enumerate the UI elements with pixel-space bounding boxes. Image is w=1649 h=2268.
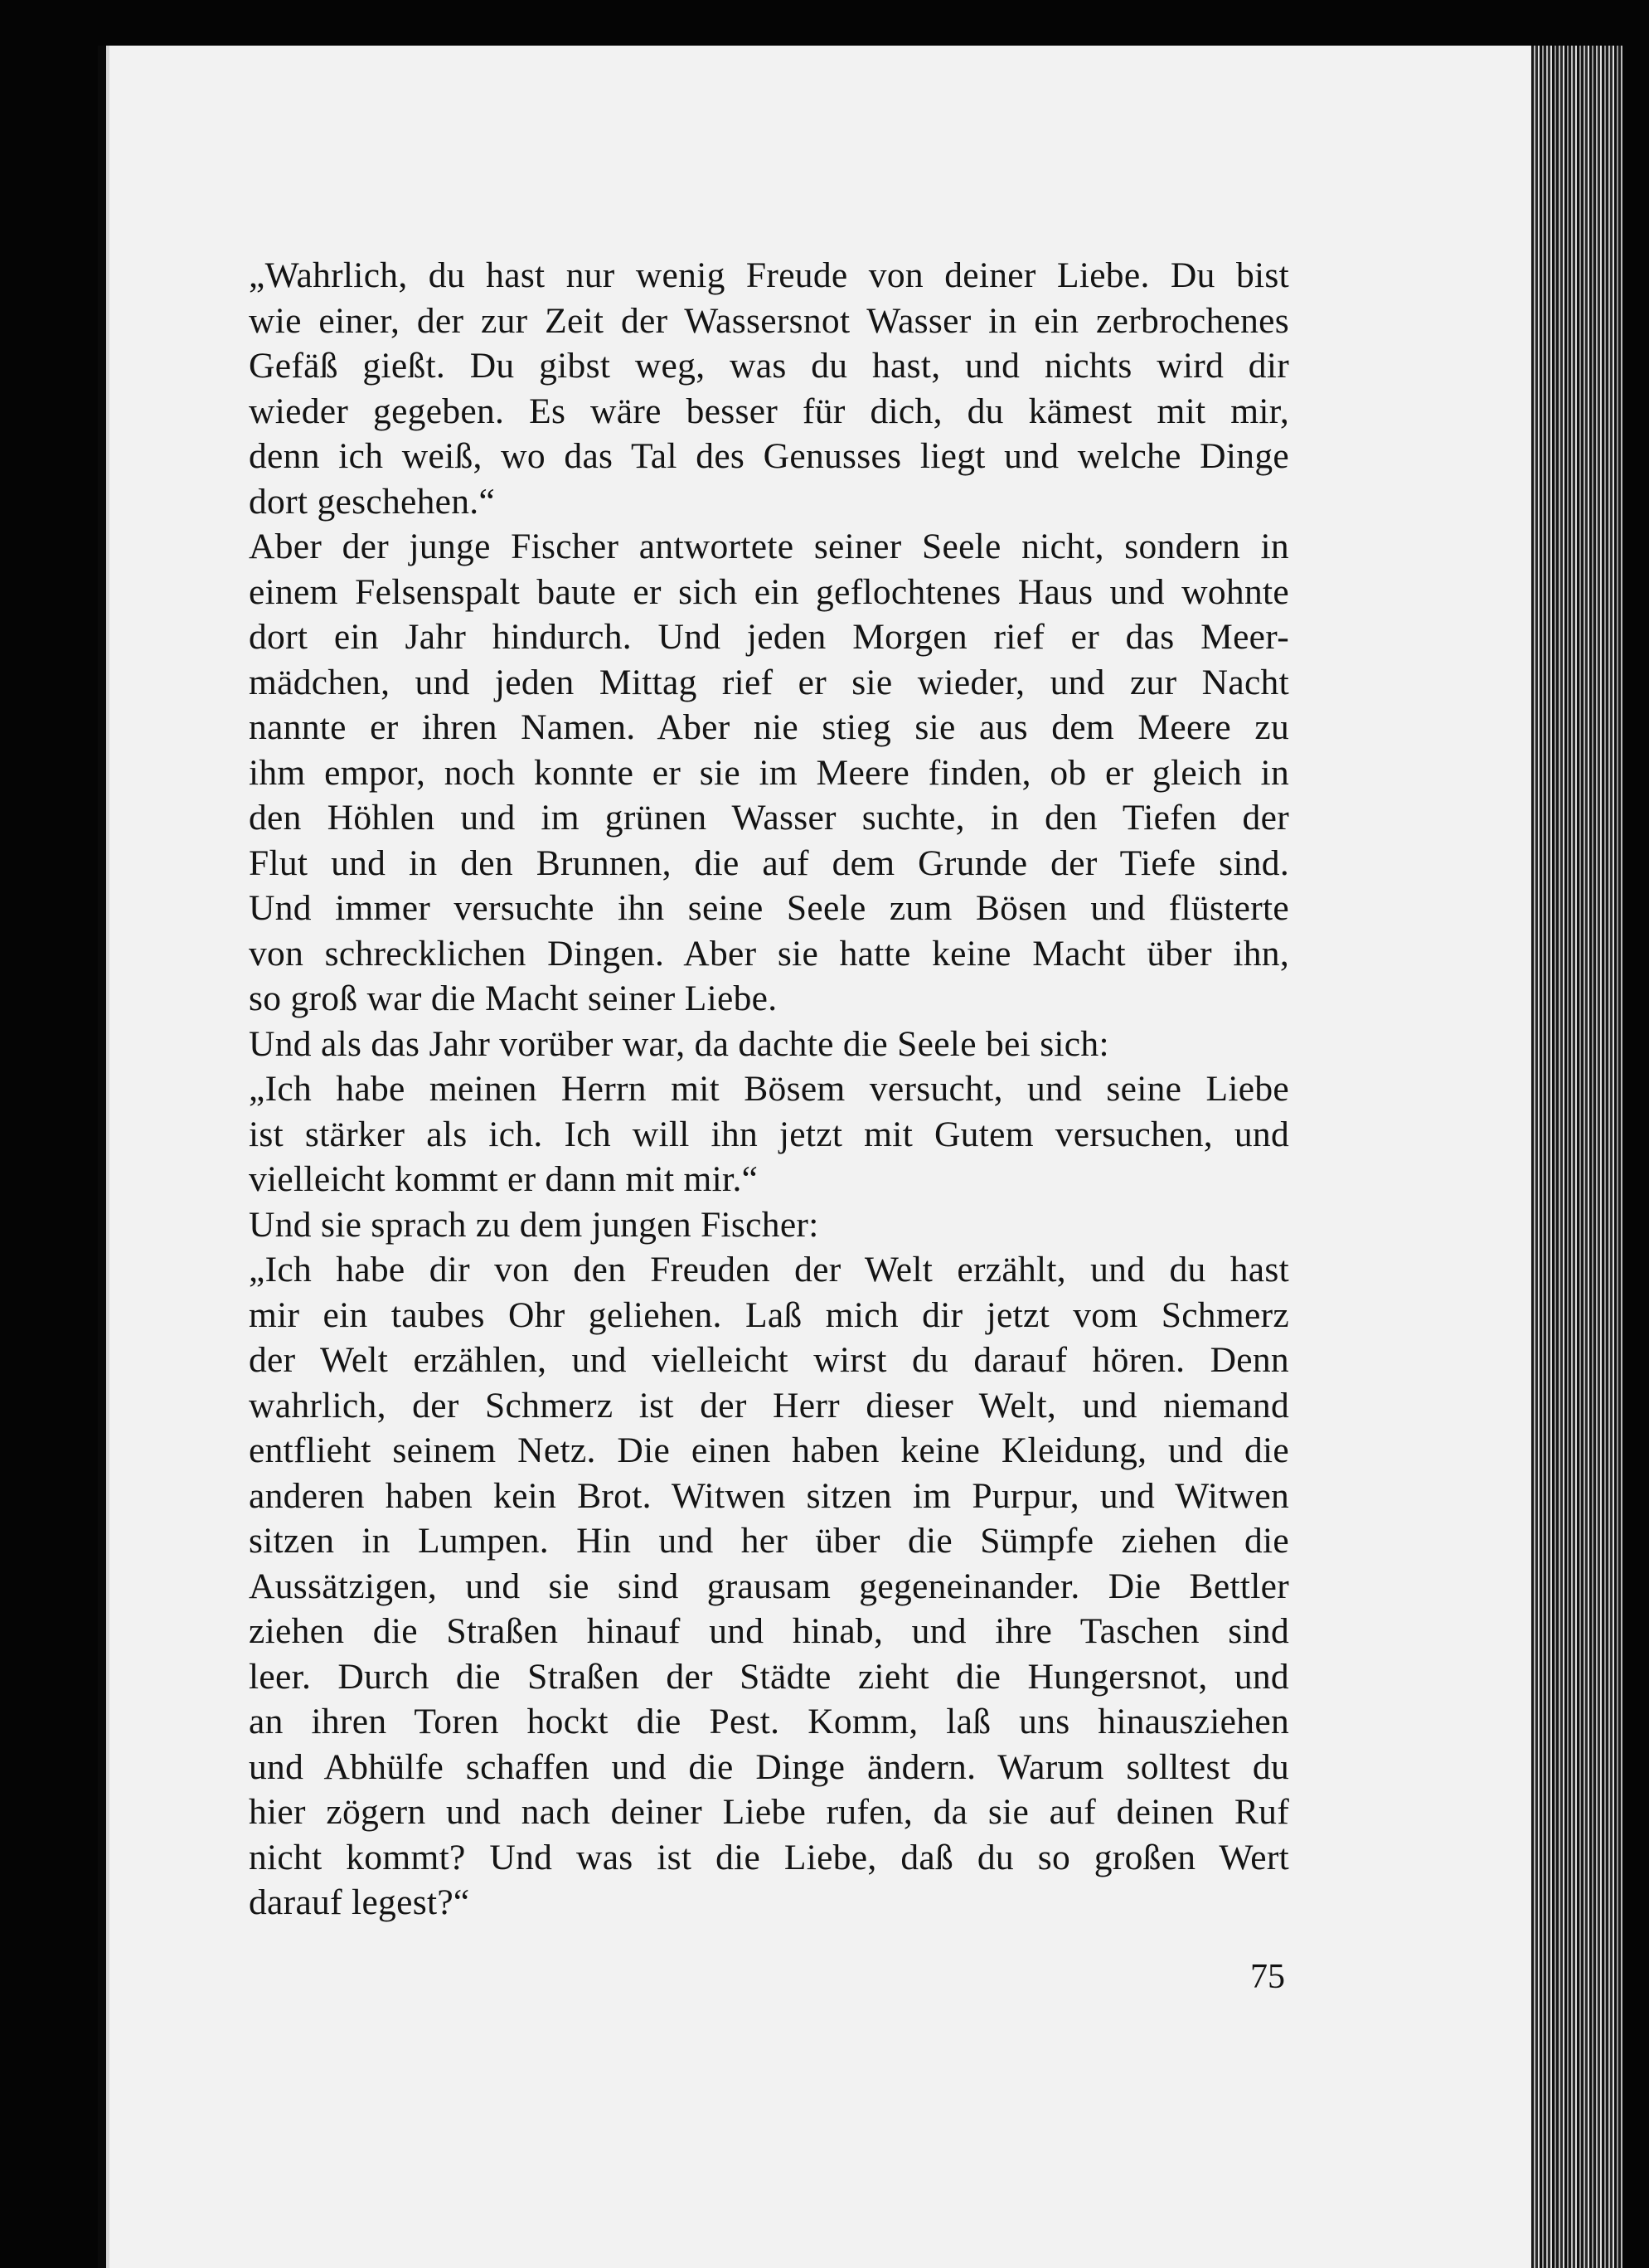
text-line: einem Felsenspalt baute er sich ein geflochtenes Haus und wohnte bbox=[249, 571, 1289, 612]
text-line: Und als das Jahr vorüber war, da dachte die Seele bei sich: bbox=[249, 1023, 1109, 1064]
text-line: den Höhlen und im grünen Wasser suchte, in den Tiefen der bbox=[249, 798, 1289, 838]
text-line: ist stärker als ich. Ich will ihn jetzt mit Gutem versuchen, und bbox=[249, 1114, 1289, 1154]
text-line: entflieht seinem Netz. Die einen haben keine Kleidung, und die bbox=[249, 1430, 1289, 1470]
text-line: dort ein Jahr hindurch. Und jeden Morgen rief er das Meer- bbox=[249, 617, 1289, 657]
text-line: so groß war die Macht seiner Liebe. bbox=[249, 979, 778, 1018]
page-stack-edges bbox=[1531, 46, 1622, 2268]
text-line: mädchen, und jeden Mittag rief er sie wieder, und zur Nacht bbox=[249, 662, 1289, 702]
text-line: „Ich habe dir von den Freuden der Welt erzählt, und du hast bbox=[249, 1250, 1289, 1289]
text-line: Und immer versuchte ihn seine Seele zum Bösen und flüsterte bbox=[249, 888, 1289, 928]
text-line: wieder gegeben. Es wäre besser für dich, du kämest mit mir, bbox=[249, 391, 1289, 431]
text-line: vielleicht kommt er dann mit mir.“ bbox=[249, 1159, 759, 1199]
text-line: dort geschehen.“ bbox=[249, 481, 496, 522]
text-line: leer. Durch die Straßen der Städte zieht die Hungersnot, und bbox=[249, 1656, 1289, 1697]
text-line: ziehen die Straßen hinauf und hinab, und ihre Taschen sind bbox=[249, 1611, 1289, 1651]
body-text bbox=[249, 253, 1289, 1926]
text-line: Und sie sprach zu dem jungen Fischer: bbox=[249, 1204, 819, 1245]
text-line: hier zögern und nach deiner Liebe rufen, da sie auf deinen Ruf bbox=[249, 1792, 1289, 1832]
text-line: Aussätzigen, und sie sind grausam gegeneinander. Die Bettler bbox=[249, 1566, 1289, 1606]
text-line: wahrlich, der Schmerz ist der Herr dieser Welt, und niemand bbox=[249, 1385, 1289, 1425]
text-line: nicht kommt? Und was ist die Liebe, daß du so großen Wert bbox=[249, 1837, 1289, 1877]
text-line: von schrecklichen Dingen. Aber sie hatte keine Macht über ihn, bbox=[249, 933, 1289, 974]
text-line: „Ich habe meinen Herrn mit Bösem versucht, und seine Liebe bbox=[249, 1069, 1289, 1109]
text-line: nannte er ihren Namen. Aber nie stieg sie aus dem Meere zu bbox=[249, 707, 1289, 747]
text-line: darauf legest?“ bbox=[249, 1882, 470, 1922]
text-line: wie einer, der zur Zeit der Wassersnot Wasser in ein zerbrochenes bbox=[249, 300, 1289, 341]
text-line: ihm empor, noch konnte er sie im Meere finden, ob er gleich in bbox=[249, 752, 1289, 793]
page-number: 75 bbox=[1250, 1958, 1285, 1996]
text-line: „Wahrlich, du hast nur wenig Freude von deiner Liebe. Du bist bbox=[249, 255, 1289, 295]
text-line: anderen haben kein Brot. Witwen sitzen im Purpur, und Witwen bbox=[249, 1475, 1289, 1516]
text-line: Gefäß gießt. Du gibst weg, was du hast, und nichts wird dir bbox=[249, 346, 1289, 386]
text-line: sitzen in Lumpen. Hin und her über die Sümpfe ziehen die bbox=[249, 1521, 1289, 1561]
text-line: mir ein taubes Ohr geliehen. Laß mich dir jetzt vom Schmerz bbox=[249, 1294, 1289, 1335]
text-line: Flut und in den Brunnen, die auf dem Grunde der Tiefe sind. bbox=[249, 843, 1289, 883]
text-line: Aber der junge Fischer antwortete seiner Seele nicht, sondern in bbox=[249, 527, 1289, 566]
text-line: und Abhülfe schaffen und die Dinge ändern. Warum solltest du bbox=[249, 1746, 1289, 1787]
text-line: an ihren Toren hockt die Pest. Komm, laß uns hinausziehen bbox=[249, 1702, 1289, 1741]
right-scan-border bbox=[1622, 0, 1649, 2268]
text-line: denn ich weiß, wo das Tal des Genusses liegt und welche Dinge bbox=[249, 436, 1289, 476]
text-line: der Welt erzählen, und vielleicht wirst du darauf hören. Denn bbox=[249, 1340, 1289, 1380]
